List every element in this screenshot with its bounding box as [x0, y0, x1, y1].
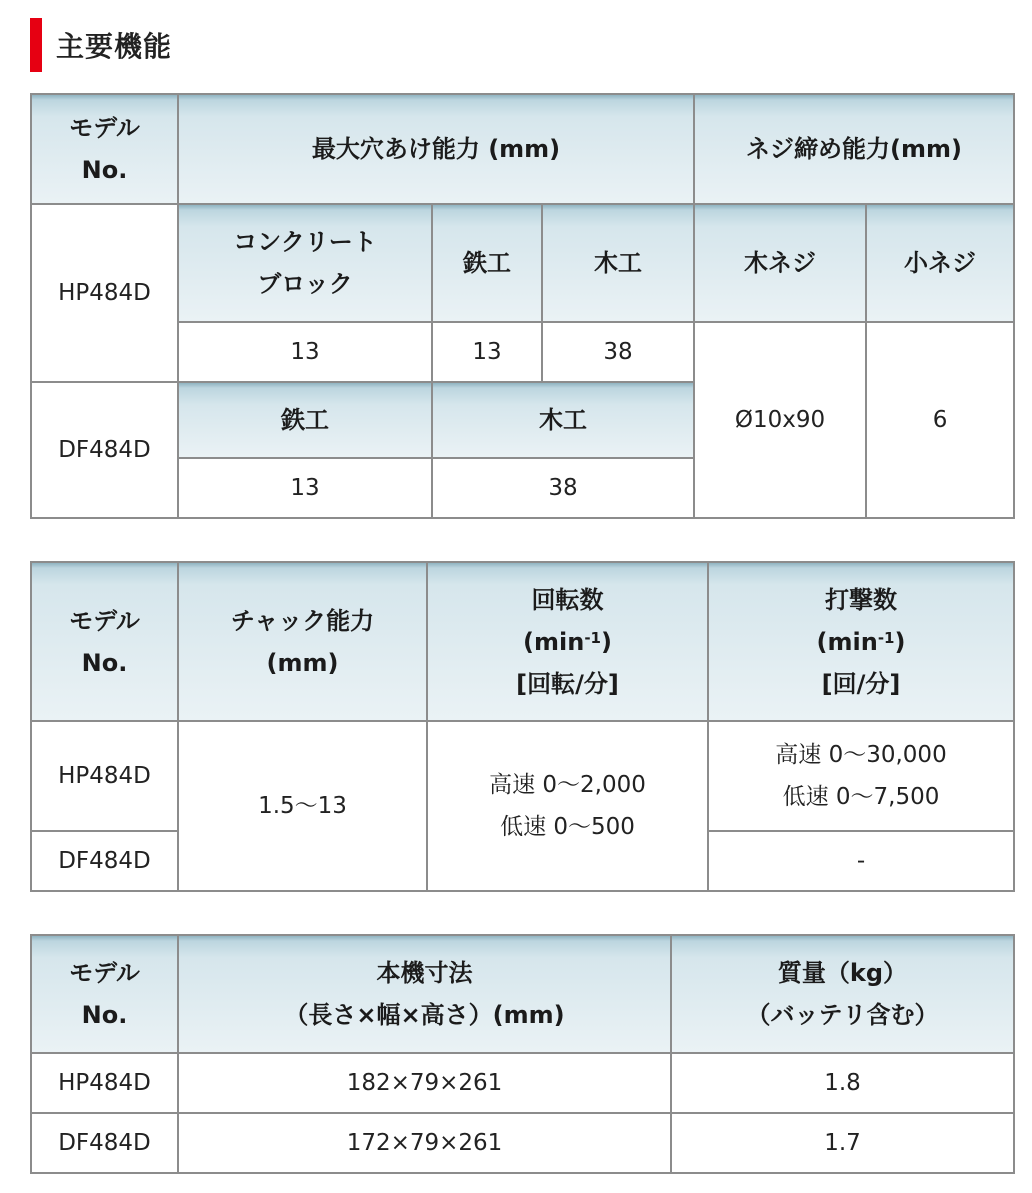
- model-df484d: DF484D: [31, 382, 178, 518]
- df-dimensions-value: 172×79×261: [178, 1113, 671, 1173]
- hp-concrete-value: 13: [178, 322, 432, 382]
- capacity-table: [30, 93, 1015, 519]
- model-df484d: DF484D: [31, 1113, 178, 1173]
- hp-impact-rate-value: 高速 0〜30,000 低速 0〜7,500: [708, 721, 1014, 831]
- max-drilling-header: 最大穴あけ能力 (mm): [178, 94, 694, 204]
- machine-screw-header: 小ネジ: [866, 204, 1014, 322]
- df-weight-value: 1.7: [671, 1113, 1014, 1173]
- df-impact-rate-value: -: [708, 831, 1014, 891]
- speed-table: [30, 561, 1015, 892]
- concrete-block-header: コンクリート ブロック: [178, 204, 432, 322]
- weight-header: 質量（kg） （バッテリ含む）: [671, 935, 1014, 1053]
- wood-screw-value: Ø10x90: [694, 322, 866, 518]
- heading-accent-bar: [30, 18, 42, 72]
- rotation-speed-header: 回転数 $(\min^{-1})$ [回転/分]: [427, 562, 708, 721]
- dimensions-header: 本機寸法 （長さ×幅×高さ）(mm): [178, 935, 671, 1053]
- screw-capacity-header: ネジ締め能力(mm): [694, 94, 1014, 204]
- hp-wood-value: 38: [542, 322, 694, 382]
- model-header: モデル No.: [31, 94, 178, 204]
- model-header: モデル No.: [31, 935, 178, 1053]
- model-hp484d: HP484D: [31, 204, 178, 382]
- hp-dimensions-value: 182×79×261: [178, 1053, 671, 1113]
- df-steel-value: 13: [178, 458, 432, 518]
- hp-steel-value: 13: [432, 322, 542, 382]
- model-hp484d: HP484D: [31, 1053, 178, 1113]
- df-wood-value: 38: [432, 458, 694, 518]
- hp-weight-value: 1.8: [671, 1053, 1014, 1113]
- section-title: 主要機能: [56, 30, 173, 63]
- table-row: [31, 1053, 1014, 1113]
- steel-header: 鉄工: [432, 204, 542, 322]
- model-df484d: DF484D: [31, 831, 178, 891]
- chuck-capacity-header: チャック能力 (mm): [178, 562, 427, 721]
- rotation-speed-value: 高速 0〜2,000 低速 0〜500: [427, 721, 708, 891]
- machine-screw-value: 6: [866, 322, 1014, 518]
- df-steel-header: 鉄工: [178, 382, 432, 458]
- model-header: モデル No.: [31, 562, 178, 721]
- wood-header: 木工: [542, 204, 694, 322]
- impact-rate-header: 打撃数 $(\min^{-1})$ [回/分]: [708, 562, 1014, 721]
- dimensions-table: [30, 934, 1015, 1174]
- chuck-capacity-value: 1.5〜13: [178, 721, 427, 891]
- df-wood-header: 木工: [432, 382, 694, 458]
- wood-screw-header: 木ネジ: [694, 204, 866, 322]
- model-hp484d: HP484D: [31, 721, 178, 831]
- section-heading: [30, 18, 172, 72]
- table-row: [31, 1113, 1014, 1173]
